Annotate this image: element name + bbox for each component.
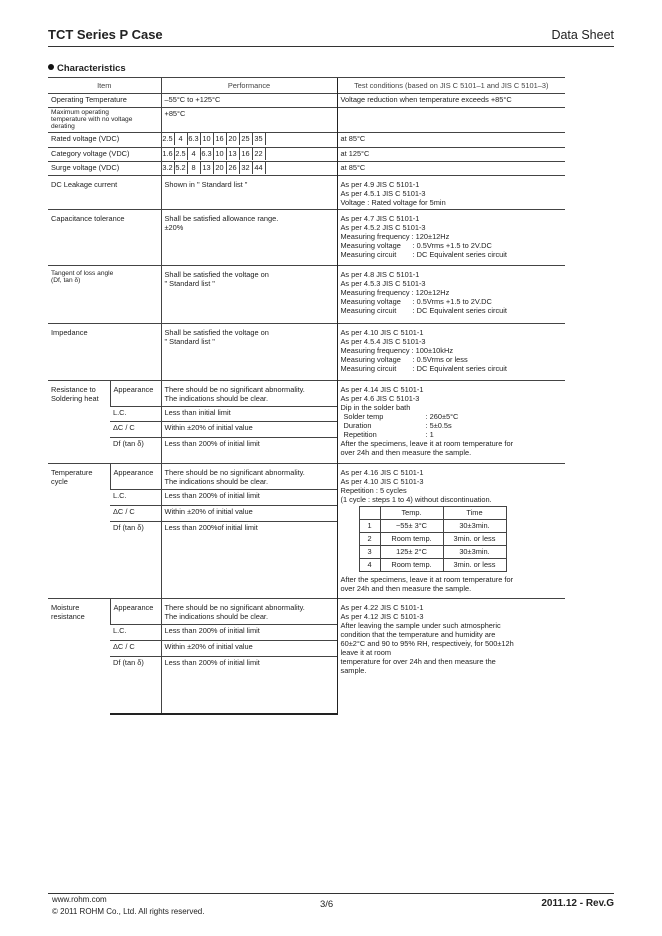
voltage-value: 44 — [253, 162, 266, 175]
cycle-cell: 4 — [359, 559, 380, 572]
item-cell — [48, 108, 161, 133]
text-line: Within ±20% of initial value — [164, 507, 253, 516]
text-line: The indications should be clear. — [164, 477, 269, 486]
text-line: There should be no significant abnormality. — [164, 468, 305, 477]
text-line: Measuring frequency : 100±10kHz — [340, 346, 454, 355]
text-line: Maximum operating — [51, 109, 109, 116]
voltage-values — [162, 162, 337, 175]
text-line: temperature with no voltage — [51, 116, 133, 123]
text-line: (Df, tan δ) — [51, 277, 81, 284]
text-line: As per 4.10 JIS C 5101-3 — [340, 477, 424, 486]
text-line: at 85°C — [340, 163, 366, 172]
voltage-values — [162, 148, 337, 161]
voltage-blank — [266, 162, 337, 175]
performance-cell — [161, 210, 337, 266]
voltage-value: 3.2 — [162, 163, 173, 172]
voltage-value: 10 — [214, 148, 227, 161]
kv-label: Measuring voltage — [340, 297, 401, 306]
performance-cell — [161, 176, 337, 210]
voltage-value: 16 — [214, 133, 227, 146]
cycle-steps-table — [359, 506, 507, 572]
text-line: +85°C — [164, 109, 186, 118]
sub-performance-cell — [161, 381, 337, 407]
cycle-row — [359, 520, 506, 533]
voltage-value: 22 — [253, 148, 266, 161]
text-line: Voltage : Rated voltage for 5min — [340, 198, 446, 207]
text-line: Resistance to — [51, 385, 96, 394]
cycle-row — [359, 533, 506, 546]
kv-label: Measuring circuit — [340, 306, 397, 315]
kv-line — [341, 355, 563, 364]
text-line: (1 cycle : steps 1 to 4) without discontinuation. — [340, 495, 492, 504]
cycle-cell: 125± 2°C — [380, 546, 443, 559]
text-line: Shall be satisfied the voltage on — [164, 270, 269, 279]
test-conditions-cell — [337, 176, 565, 210]
kv-label: Solder temp — [343, 412, 384, 421]
group-item-cell — [48, 464, 110, 599]
text-line: derating — [51, 123, 75, 130]
group-test-conditions-cell — [337, 381, 565, 464]
item-cell — [48, 176, 161, 210]
test-conditions-cell — [337, 148, 565, 162]
page-number: 3/6 — [320, 899, 334, 910]
kv-value: : 5±0.5s — [425, 421, 452, 430]
voltage-value: 2.5 — [175, 149, 186, 158]
text-line: Shall be satisfied the voltage on — [164, 328, 269, 337]
group-sub-row — [48, 464, 565, 490]
performance-cell — [161, 94, 337, 108]
sub-performance-cell — [161, 522, 337, 599]
table-header-row — [48, 78, 565, 94]
text-line: Less than 200% of initial limit — [164, 658, 260, 667]
text-line: " Standard list " — [164, 337, 215, 346]
section-title: Characteristics — [57, 63, 126, 74]
text-line: As per 4.14 JIS C 5101-1 — [340, 385, 424, 394]
kv-value: : DC Equivalent series circuit — [412, 250, 507, 259]
text-line: As per 4.12 JIS C 5101-3 — [340, 612, 424, 621]
bullet-icon — [48, 64, 54, 70]
kv-line — [341, 297, 563, 306]
kv-line — [341, 364, 563, 373]
test-conditions-cell — [337, 210, 565, 266]
voltage-value: 4 — [175, 133, 188, 146]
text-line: After the specimens, leave it at room temperature for — [340, 439, 514, 448]
voltage-values — [162, 133, 337, 146]
text-line: Voltage reduction when temperature exceeds +85°C — [340, 95, 512, 104]
voltage-value: 6.3 — [201, 149, 212, 158]
text-line: DC Leakage current — [51, 180, 118, 189]
test-conditions-cell — [337, 133, 565, 148]
text-line: " Standard list " — [164, 279, 215, 288]
group-sub-row — [48, 381, 565, 407]
text-line: Capacitance tolerance — [51, 214, 125, 223]
voltage-value: 25 — [240, 133, 253, 146]
kv-value: : DC Equivalent series circuit — [412, 364, 507, 373]
section-heading — [48, 63, 126, 74]
characteristics-table — [48, 77, 565, 715]
text-line: Shall be satisfied allowance range. — [164, 214, 279, 223]
text-line: Within ±20% of initial value — [164, 423, 253, 432]
voltage-value: 20 — [227, 133, 240, 146]
text-line: After leaving the sample under such atmospheric — [340, 621, 501, 630]
text-line: Soldering heat — [51, 394, 99, 403]
text-line: As per 4.5.3 JIS C 5101-3 — [340, 279, 426, 288]
group-test-conditions-cell — [337, 599, 565, 714]
voltage-value: 1.6 — [162, 149, 173, 158]
voltage-value: 26 — [227, 162, 240, 175]
text-line: ±20% — [164, 223, 184, 232]
text-line: As per 4.5.1 JIS C 5101-3 — [340, 189, 426, 198]
text-line: Less than initial limit — [164, 408, 231, 417]
performance-cell — [161, 148, 337, 162]
sub-performance-cell — [161, 490, 337, 506]
cycle-cell: Time — [443, 507, 506, 520]
text-line: As per 4.16 JIS C 5101-1 — [340, 468, 424, 477]
text-line: cycle — [51, 477, 68, 486]
voltage-value: 16 — [240, 148, 253, 161]
test-conditions-cell — [337, 266, 565, 324]
table-row — [48, 94, 565, 108]
item-cell — [48, 324, 161, 381]
text-line: As per 4.9 JIS C 5101-1 — [340, 180, 420, 189]
column-test-conditions: Test conditions (based on JIS C 5101–1 and JIS C 5101–3) — [337, 78, 565, 94]
text-line: As per 4.10 JIS C 5101-1 — [340, 328, 424, 337]
item-cell — [48, 210, 161, 266]
text-line: There should be no significant abnormality. — [164, 603, 305, 612]
performance-cell — [161, 324, 337, 381]
voltage-value: 35 — [253, 133, 266, 146]
test-conditions-cell — [337, 324, 565, 381]
sub-item-cell: ΔC / C — [110, 422, 161, 438]
kv-value: : 0.5Vrms +1.5 to 2V.DC — [412, 241, 492, 250]
text-line: Less than 200% of initial limit — [164, 439, 260, 448]
text-line: –55°C to +125°C — [164, 95, 221, 104]
performance-cell — [161, 266, 337, 324]
footer-url[interactable]: www.rohm.com — [52, 895, 107, 904]
sub-item-cell: Appearance — [110, 381, 161, 407]
voltage-value: 10 — [201, 133, 214, 146]
item-cell — [48, 148, 161, 162]
sub-performance-cell — [161, 506, 337, 522]
performance-cell — [161, 162, 337, 176]
sub-performance-cell — [161, 407, 337, 422]
sub-item-cell: L.C. — [110, 490, 161, 506]
voltage-value: 32 — [240, 162, 253, 175]
text-line: over 24h and then measure the sample. — [340, 584, 472, 593]
kv-label: Measuring circuit — [340, 250, 397, 259]
cycle-cell: 3min. or less — [443, 559, 506, 572]
cycle-cell — [359, 507, 380, 520]
text-line: 60±2°C and 90 to 95% RH, respectiveiy, for 500±12h — [340, 639, 514, 648]
kv-line — [341, 412, 563, 421]
test-conditions-cell — [337, 94, 565, 108]
sub-item-cell: Appearance — [110, 464, 161, 490]
voltage-value: 2.5 — [162, 134, 173, 143]
text-line: After the specimens, leave it at room temperature for — [340, 575, 514, 584]
cycle-row — [359, 546, 506, 559]
text-line: Measuring frequency : 120±12Hz — [340, 288, 450, 297]
kv-value: : DC Equivalent series circuit — [412, 306, 507, 315]
column-item: Item — [48, 78, 161, 94]
text-line: As per 4.22 JIS C 5101-1 — [340, 603, 424, 612]
voltage-value: 5.2 — [175, 163, 186, 172]
text-line: over 24h and then measure the sample. — [340, 448, 472, 457]
voltage-value: 8 — [188, 162, 201, 175]
text-line: Less than 200% of initial limit — [164, 491, 260, 500]
kv-label: Measuring voltage — [340, 355, 401, 364]
text-line: Rated voltage (VDC) — [51, 134, 120, 143]
kv-value: : 0.5Vrms +1.5 to 2V.DC — [412, 297, 492, 306]
sub-item-cell: Df (tan δ) — [110, 438, 161, 464]
sub-item-cell: Df (tan δ) — [110, 522, 161, 599]
cycle-cell: 30±3min. — [443, 546, 506, 559]
sub-performance-cell — [161, 625, 337, 641]
sub-item-cell: ΔC / C — [110, 641, 161, 657]
item-cell — [48, 94, 161, 108]
voltage-value: 13 — [227, 148, 240, 161]
text-line: sample. — [340, 666, 367, 675]
kv-label: Measuring circuit — [340, 364, 397, 373]
footer-divider — [48, 893, 614, 894]
cycle-cell: 3 — [359, 546, 380, 559]
table-row — [48, 266, 565, 324]
voltage-blank — [266, 148, 337, 161]
text-line: Category voltage (VDC) — [51, 149, 130, 158]
kv-value: : 0.5Vrms or less — [412, 355, 468, 364]
cycle-row — [359, 559, 506, 572]
table-row — [48, 148, 565, 162]
sub-item-cell: L.C. — [110, 407, 161, 422]
kv-line — [341, 430, 563, 439]
sub-performance-cell — [161, 464, 337, 490]
voltage-value: 6.3 — [188, 134, 199, 143]
group-item-cell — [48, 599, 110, 714]
text-line: resistance — [51, 612, 85, 621]
text-line: at 125°C — [340, 149, 370, 158]
voltage-value: 4 — [188, 148, 201, 161]
kv-line — [341, 250, 563, 259]
text-line: As per 4.8 JIS C 5101-1 — [340, 270, 420, 279]
text-line: condition that the temperature and humidity are — [340, 630, 496, 639]
text-line: Dip in the solder bath — [340, 403, 411, 412]
kv-label: Measuring voltage — [340, 241, 401, 250]
sub-item-cell: L.C. — [110, 625, 161, 641]
text-line: As per 4.5.4 JIS C 5101-3 — [340, 337, 426, 346]
kv-value: : 1 — [425, 430, 434, 439]
kv-line — [341, 241, 563, 250]
document-type: Data Sheet — [551, 28, 614, 42]
item-cell — [48, 266, 161, 324]
text-line: Within ±20% of initial value — [164, 642, 253, 651]
text-line: Repetition : 5 cycles — [340, 486, 407, 495]
cycle-cell: 1 — [359, 520, 380, 533]
cycle-cell: Room temp. — [380, 559, 443, 572]
text-line: at 85°C — [340, 134, 366, 143]
voltage-blank — [266, 133, 337, 146]
table-row — [48, 162, 565, 176]
sub-performance-cell — [161, 641, 337, 657]
footer-copyright: © 2011 ROHM Co., Ltd. All rights reserved. — [52, 907, 205, 916]
text-line: As per 4.6 JIS C 5101-3 — [340, 394, 420, 403]
kv-line — [341, 421, 563, 430]
sub-performance-cell — [161, 657, 337, 714]
item-cell — [48, 133, 161, 148]
group-sub-row — [48, 599, 565, 625]
sub-item-cell: Appearance — [110, 599, 161, 625]
performance-cell — [161, 133, 337, 148]
sub-item-cell: Df (tan δ) — [110, 657, 161, 714]
text-line: As per 4.5.2 JIS C 5101-3 — [340, 223, 426, 232]
cycle-cell: 2 — [359, 533, 380, 546]
cycle-row — [359, 507, 506, 520]
text-line: leave it at room — [340, 648, 392, 657]
text-line: Temperature — [51, 468, 93, 477]
text-line: Operating Temperature — [51, 95, 127, 104]
table-row — [48, 176, 565, 210]
cycle-cell: −55± 3°C — [380, 520, 443, 533]
table-row — [48, 210, 565, 266]
cycle-cell: 3min. or less — [443, 533, 506, 546]
test-conditions-cell — [337, 162, 565, 176]
text-line: As per 4.7 JIS C 5101-1 — [340, 214, 420, 223]
text-line: Measuring frequency : 120±12Hz — [340, 232, 450, 241]
sub-performance-cell — [161, 599, 337, 625]
table-row — [48, 108, 565, 133]
cycle-cell: Room temp. — [380, 533, 443, 546]
item-cell — [48, 162, 161, 176]
kv-label: Repetition — [343, 430, 377, 439]
text-line: The indications should be clear. — [164, 394, 269, 403]
text-line: Less than 200%of initial limit — [164, 523, 258, 532]
sub-performance-cell — [161, 438, 337, 464]
voltage-value: 13 — [201, 162, 214, 175]
document-title: TCT Series P Case — [48, 27, 163, 42]
text-line: Shown in " Standard list " — [164, 180, 248, 189]
text-line: Less than 200% of initial limit — [164, 626, 260, 635]
cycle-cell: 30±3min. — [443, 520, 506, 533]
cycle-cell: Temp. — [380, 507, 443, 520]
performance-cell — [161, 108, 337, 133]
header-divider — [48, 46, 614, 47]
group-test-conditions-cell — [337, 464, 565, 599]
table-row — [48, 324, 565, 381]
column-performance: Performance — [161, 78, 337, 94]
kv-label: Duration — [343, 421, 372, 430]
text-line: The indications should be clear. — [164, 612, 269, 621]
revision: 2011.12 - Rev.G — [541, 898, 614, 909]
voltage-value: 20 — [214, 162, 227, 175]
test-conditions-cell — [337, 108, 565, 133]
kv-line — [341, 306, 563, 315]
group-item-cell — [48, 381, 110, 464]
sub-item-cell: ΔC / C — [110, 506, 161, 522]
text-line: Moisture — [51, 603, 80, 612]
sub-performance-cell — [161, 422, 337, 438]
text-line: Tangent of loss angle — [51, 270, 114, 277]
text-line: Impedance — [51, 328, 88, 337]
table-row — [48, 133, 565, 148]
kv-value: : 260±5°C — [425, 412, 459, 421]
text-line: There should be no significant abnormality. — [164, 385, 305, 394]
text-line: Surge voltage (VDC) — [51, 163, 120, 172]
text-line: temperature for over 24h and then measure the — [340, 657, 496, 666]
